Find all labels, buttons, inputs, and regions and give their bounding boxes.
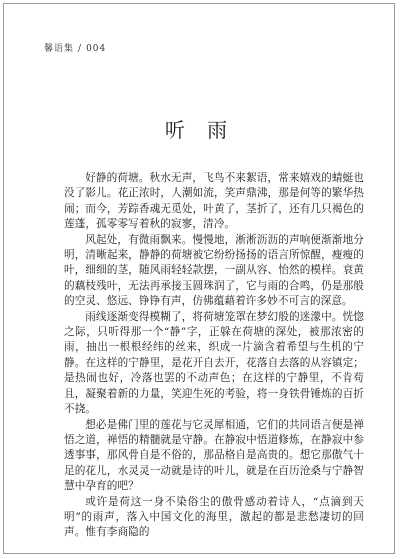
- paragraph: 想必是佛门里的莲花与它灵犀相通，它们的共同语言便是禅悟之道，禅悟的精髓就是守静。在静寂中悟道修炼，在静寂中参透事事，那风骨自是不俗的，那品格自是高贵的。想它那傲气十足的花儿，水灵灵一动就是诗的叶儿，就是在百历沧桑与宁静智慧中孕育的吧？: [64, 418, 364, 493]
- separator: /: [78, 44, 83, 54]
- body-text: [64, 171, 364, 541]
- running-head: [44, 41, 106, 54]
- paragraph: 风起处，有微雨飘来。慢慢地，淅淅沥沥的声响便渐渐地分明，清晰起来，静静的荷塘被它纷纷扬扬的语言所惊醒，瘦瘦的叶，细细的茎，随风雨轻轻款摆，一副从容、怡然的模样。衰黄的藕枝残叶，无法再承接玉圆珠润了，它与雨的合鸣，仍是那般的空灵、悠远、铮铮有声，仿佛蕴藉着许多妙不可言的深意。: [64, 233, 364, 308]
- paragraph: 好静的荷塘。秋水无声，飞鸟不来絮语，常来嬉戏的蜻蜓也没了影儿。花正浓时，人潮如流，笑声鼎沸，那是何等的繁华热闹；而今，芳踪香魂无觅处，叶黄了，茎折了，还有几只褐色的莲蓬，孤零零写着秋的寂寥，清冷。: [64, 172, 364, 231]
- chapter-title: 听 雨: [164, 118, 236, 142]
- paragraph: 雨线逐渐变得模糊了，将荷塘笼罩在梦幻般的迷濛中。恍惚之际，只听得那一个“静”字，正躲在荷塘的深处，被那浓密的雨，抽出一根根经纬的丝来，织成一片滴含着希望与生机的宁静。在这样的宁静里，是花开自去开，花落自去落的从容镇定；是热闹也好，冷落也罢的不动声色；在这样的宁静里，不肯苟且，凝聚着新的力量，笑迎生死的考验，将一身铁骨锤炼的百折不挠。: [64, 310, 364, 416]
- page-number: 004: [86, 44, 107, 54]
- paragraph: 或许是荷这一身不染俗尘的傲骨感动着诗人，“点滴到天明”的雨声，落入中国文化的海里，激起的都是悲愁凄切的回声。惟有李商隐的: [64, 495, 364, 539]
- book-title: 馨语集: [44, 44, 75, 54]
